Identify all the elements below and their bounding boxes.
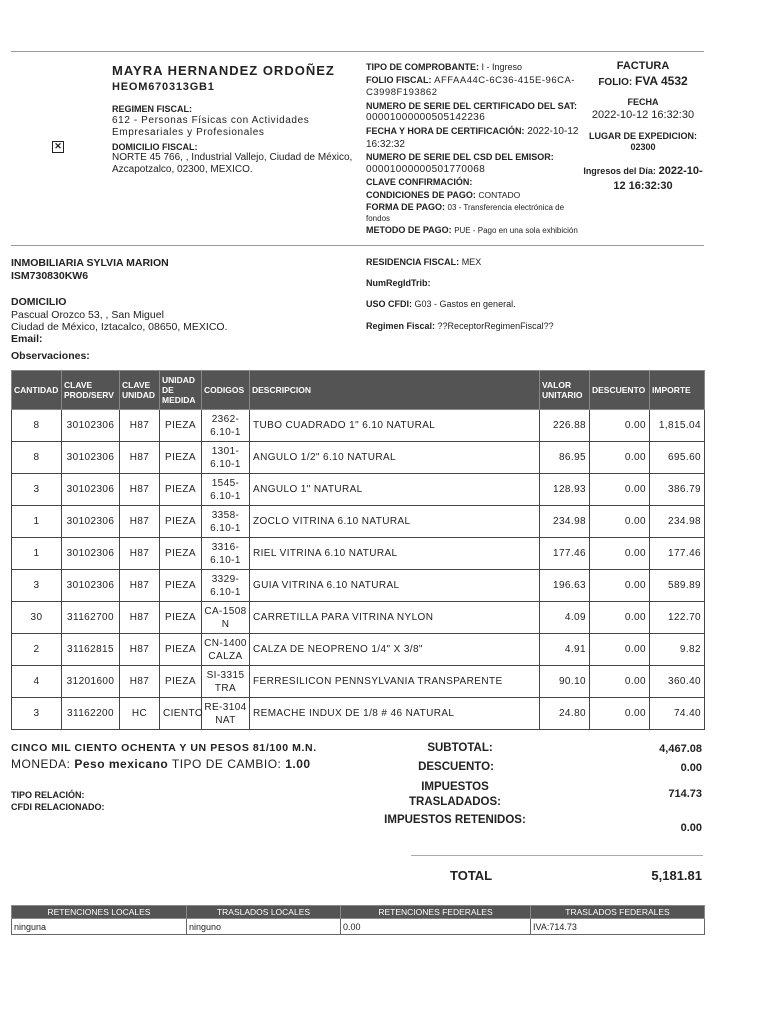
serie-sat-label: NUMERO DE SERIE DEL CERTIFICADO DEL SAT: <box>366 100 578 111</box>
ingresos-label: Ingresos del Día: <box>583 166 656 176</box>
item-clave-unidad: H87 <box>120 538 160 570</box>
serie-sat-value: 00001000000505142236 <box>366 112 486 124</box>
item-clave-prod: 30102306 <box>62 538 120 570</box>
item-valor-unitario: 86.95 <box>540 442 590 474</box>
item-row <box>12 570 705 602</box>
domicilio-label: DOMICILIO FISCAL: <box>112 142 198 152</box>
item-descuento: 0.00 <box>590 474 650 506</box>
item-descuento: 0.00 <box>590 442 650 474</box>
cfdi-relacionado-label: CFDI RELACIONADO: <box>11 802 105 812</box>
moneda-value: Peso mexicano <box>74 757 169 771</box>
item-row <box>12 666 705 698</box>
ingresos-value: 2022-10-12 16:32:30 <box>613 165 703 192</box>
metodo-value: PUE - Pago en una sola exhibición <box>454 225 578 235</box>
item-row <box>12 442 705 474</box>
item-clave-prod: 30102306 <box>62 570 120 602</box>
item-importe: 695.60 <box>650 442 705 474</box>
subtotal-label: SUBTOTAL: <box>427 742 493 754</box>
tipo-value: I - Ingreso <box>481 62 523 72</box>
item-codigo: 3329-6.10-1 <box>202 570 250 602</box>
item-valor-unitario: 226.88 <box>540 410 590 442</box>
retenciones-value-cell: IVA:714.73 <box>531 919 705 935</box>
trasladados-value: 714.73 <box>668 788 702 800</box>
item-cantidad: 3 <box>12 474 62 506</box>
issuer-name: MAYRA HERNANDEZ ORDOÑEZ <box>112 63 335 78</box>
item-row <box>12 602 705 634</box>
item-cantidad: 8 <box>12 410 62 442</box>
items-header-cell: UNIDAD DE MEDIDA <box>160 371 202 410</box>
regimen-value: 612 - Personas Físicas con Actividades Empresariales y Profesionales <box>112 115 310 138</box>
item-clave-unidad: H87 <box>120 410 160 442</box>
item-codigo: 3316-6.10-1 <box>202 538 250 570</box>
moneda-label: MONEDA: <box>11 757 71 771</box>
item-importe: 589.89 <box>650 570 705 602</box>
receiver-address-line2: Ciudad de México, Iztacalco, 08650, MEXICO. <box>11 321 228 333</box>
serie-csd-value: 00001000000501770068 <box>366 163 486 175</box>
item-cantidad: 2 <box>12 634 62 666</box>
item-unidad-medida: PIEZA <box>160 506 202 538</box>
item-clave-prod: 30102306 <box>62 442 120 474</box>
observaciones-label: Observaciones: <box>11 350 90 362</box>
item-row <box>12 538 705 570</box>
fecha-cert-value: 2022-10-12 16:32:32 <box>366 125 579 150</box>
item-codigo: CA-1508 N <box>202 602 250 634</box>
fecha-value: 2022-10-12 16:32:30 <box>591 109 695 121</box>
middle-divider <box>11 245 704 246</box>
item-row <box>12 506 705 538</box>
item-cantidad: 3 <box>12 698 62 730</box>
regimen-label: REGIMEN FISCAL: <box>112 104 192 114</box>
totals-divider <box>411 855 703 856</box>
item-unidad-medida: PIEZA <box>160 666 202 698</box>
serie-csd-label: NUMERO DE SERIE DEL CSD DEL EMISOR: <box>366 152 554 163</box>
receiver-name: INMOBILIARIA SYLVIA MARION <box>11 257 169 269</box>
item-valor-unitario: 177.46 <box>540 538 590 570</box>
item-clave-prod: 30102306 <box>62 474 120 506</box>
retenciones-header-cell: TRASLADOS LOCALES <box>187 906 341 919</box>
item-clave-unidad: H87 <box>120 442 160 474</box>
residencia-label: RESIDENCIA FISCAL: <box>366 257 460 267</box>
item-clave-prod: 30102306 <box>62 506 120 538</box>
folio-fiscal-label: FOLIO FISCAL: <box>366 74 432 85</box>
item-cantidad: 3 <box>12 570 62 602</box>
item-unidad-medida: PIEZA <box>160 442 202 474</box>
item-importe: 234.98 <box>650 506 705 538</box>
retenciones-header-row <box>12 906 705 919</box>
item-clave-prod: 31162815 <box>62 634 120 666</box>
item-clave-unidad: H87 <box>120 570 160 602</box>
item-importe: 122.70 <box>650 602 705 634</box>
items-header-cell: CANTIDAD <box>12 371 62 410</box>
lugar-label: LUGAR DE EXPEDICION: <box>588 131 697 141</box>
item-descripcion: ANGULO 1" NATURAL <box>250 474 540 506</box>
item-unidad-medida: PIEZA <box>160 634 202 666</box>
items-header-cell: DESCUENTO <box>590 371 650 410</box>
item-clave-unidad: H87 <box>120 474 160 506</box>
folio-value: FVA 4532 <box>634 74 688 88</box>
item-descuento: 0.00 <box>590 666 650 698</box>
retenciones-table <box>11 905 705 935</box>
item-unidad-medida: CIENTO <box>160 698 202 730</box>
issuer-rfc: HEOM670313GB1 <box>112 81 215 93</box>
broken-image-icon: ✕ <box>52 141 64 153</box>
item-descripcion: ANGULO 1/2" 6.10 NATURAL <box>250 442 540 474</box>
item-descripcion: FERRESILICON PENNSYLVANIA TRANSPARENTE <box>250 666 540 698</box>
item-importe: 386.79 <box>650 474 705 506</box>
issuer-details <box>112 104 362 176</box>
item-clave-prod: 31162200 <box>62 698 120 730</box>
item-cantidad: 8 <box>12 442 62 474</box>
item-row <box>12 474 705 506</box>
condiciones-value: CONTADO <box>478 189 521 200</box>
uso-value: G03 - Gastos en general. <box>414 299 516 309</box>
fecha-label: FECHA <box>627 97 659 107</box>
item-codigo: 1545-6.10-1 <box>202 474 250 506</box>
metodo-label: METODO DE PAGO: <box>366 224 452 235</box>
item-codigo: 2362-6.10-1 <box>202 410 250 442</box>
receiver-regimen-label: Regimen Fiscal: <box>366 321 436 331</box>
items-header-cell: CLAVE UNIDAD <box>120 371 160 410</box>
item-descripcion: REMACHE INDUX DE 1/8 # 46 NATURAL <box>250 698 540 730</box>
item-descripcion: CARRETILLA PARA VITRINA NYLON <box>250 602 540 634</box>
item-valor-unitario: 128.93 <box>540 474 590 506</box>
item-cantidad: 1 <box>12 506 62 538</box>
forma-label: FORMA DE PAGO: <box>366 201 445 212</box>
clave-conf-label: CLAVE CONFIRMACIÓN: <box>366 177 473 188</box>
items-header-row <box>12 371 705 410</box>
item-cantidad: 4 <box>12 666 62 698</box>
item-codigo: CN-1400 CALZA <box>202 634 250 666</box>
moneda-line <box>11 757 311 771</box>
item-codigo: 3358-6.10-1 <box>202 506 250 538</box>
comprobante-details <box>366 61 580 237</box>
tipo-cambio-label: TIPO DE CAMBIO: <box>171 757 282 771</box>
uso-label: USO CFDI: <box>366 299 412 309</box>
items-table <box>11 370 705 730</box>
receiver-block <box>11 257 351 362</box>
retenciones-header-cell: RETENCIONES LOCALES <box>12 906 187 919</box>
items-header-cell: CODIGOS <box>202 371 250 410</box>
top-divider <box>11 51 704 52</box>
item-importe: 177.46 <box>650 538 705 570</box>
retenidos-label: IMPUESTOS RETENIDOS: <box>384 814 526 826</box>
retenciones-header-cell: TRASLADOS FEDERALES <box>531 906 705 919</box>
descuento-value: 0.00 <box>680 762 702 774</box>
receiver-regimen-value: ??ReceptorRegimenFiscal?? <box>437 321 554 331</box>
item-descuento: 0.00 <box>590 538 650 570</box>
item-descuento: 0.00 <box>590 602 650 634</box>
trasladados-label: IMPUESTOS TRASLADADOS: <box>409 781 501 808</box>
item-descuento: 0.00 <box>590 634 650 666</box>
factura-block <box>580 60 706 194</box>
item-valor-unitario: 4.09 <box>540 602 590 634</box>
item-valor-unitario: 234.98 <box>540 506 590 538</box>
folio-label: FOLIO: <box>598 77 633 88</box>
retenciones-header-cell: RETENCIONES FEDERALES <box>341 906 531 919</box>
factura-title: FACTURA <box>616 60 670 72</box>
receiver-address-line1: Pascual Orozco 53, , San Miguel <box>11 309 164 321</box>
item-clave-prod: 30102306 <box>62 410 120 442</box>
item-unidad-medida: PIEZA <box>160 602 202 634</box>
item-valor-unitario: 90.10 <box>540 666 590 698</box>
item-importe: 1,815.04 <box>650 410 705 442</box>
folio-fiscal-value: AFFAA44C-6C36-415E-96CA-C3998F193862 <box>366 74 575 99</box>
condiciones-label: CONDICIONES DE PAGO: <box>366 189 476 200</box>
item-unidad-medida: PIEZA <box>160 474 202 506</box>
item-importe: 360.40 <box>650 666 705 698</box>
items-header-cell: IMPORTE <box>650 371 705 410</box>
item-descripcion: CALZA DE NEOPRENO 1/4" X 3/8" <box>250 634 540 666</box>
item-clave-prod: 31162700 <box>62 602 120 634</box>
receiver-fiscal-block <box>366 257 696 331</box>
item-descripcion: RIEL VITRINA 6.10 NATURAL <box>250 538 540 570</box>
items-header-cell: VALOR UNITARIO <box>540 371 590 410</box>
amount-words: CINCO MIL CIENTO OCHENTA Y UN PESOS 81/100 M.N. <box>11 742 317 754</box>
retenidos-value: 0.00 <box>680 822 702 834</box>
item-clave-prod: 31201600 <box>62 666 120 698</box>
item-row <box>12 698 705 730</box>
item-unidad-medida: PIEZA <box>160 570 202 602</box>
item-descripcion: ZOCLO VITRINA 6.10 NATURAL <box>250 506 540 538</box>
item-codigo: SI-3315 TRA <box>202 666 250 698</box>
item-clave-unidad: HC <box>120 698 160 730</box>
item-descuento: 0.00 <box>590 506 650 538</box>
item-row <box>12 634 705 666</box>
item-valor-unitario: 4.91 <box>540 634 590 666</box>
retenciones-value-cell: ninguna <box>12 919 187 935</box>
item-cantidad: 1 <box>12 538 62 570</box>
item-descuento: 0.00 <box>590 570 650 602</box>
item-descuento: 0.00 <box>590 698 650 730</box>
total-value: 5,181.81 <box>651 868 702 883</box>
fecha-cert-label: FECHA Y HORA DE CERTIFICACIÓN: <box>366 125 525 136</box>
lugar-value: 02300 <box>630 142 656 152</box>
item-clave-unidad: H87 <box>120 666 160 698</box>
item-importe: 74.40 <box>650 698 705 730</box>
subtotal-value: 4,467.08 <box>659 743 702 755</box>
items-header-cell: CLAVE PROD/SERV <box>62 371 120 410</box>
descuento-label: DESCUENTO: <box>418 761 494 773</box>
tipo-label: TIPO DE COMPROBANTE: <box>366 62 480 72</box>
item-clave-unidad: H87 <box>120 506 160 538</box>
item-valor-unitario: 24.80 <box>540 698 590 730</box>
retenciones-value-row <box>12 919 705 935</box>
item-clave-unidad: H87 <box>120 634 160 666</box>
total-label: TOTAL <box>450 868 493 883</box>
item-valor-unitario: 196.63 <box>540 570 590 602</box>
item-descuento: 0.00 <box>590 410 650 442</box>
item-codigo: RE-3104 NAT <box>202 698 250 730</box>
item-clave-unidad: H87 <box>120 602 160 634</box>
items-header-cell: DESCRIPCION <box>250 371 540 410</box>
residencia-value: MEX <box>461 257 482 267</box>
tipo-relacion-label: TIPO RELACIÓN: <box>11 790 85 800</box>
item-unidad-medida: PIEZA <box>160 410 202 442</box>
item-importe: 9.82 <box>650 634 705 666</box>
item-descripcion: TUBO CUADRADO 1" 6.10 NATURAL <box>250 410 540 442</box>
domicilio-value: NORTE 45 766, , Industrial Vallejo, Ciudad de México, Azcapotzalco, 02300, MEXICO. <box>112 152 353 175</box>
receiver-domicilio-label: DOMICILIO <box>11 296 67 308</box>
retenciones-value-cell: ninguno <box>187 919 341 935</box>
item-descripcion: GUIA VITRINA 6.10 NATURAL <box>250 570 540 602</box>
item-codigo: 1301-6.10-1 <box>202 442 250 474</box>
receiver-email-label: Email: <box>11 333 43 345</box>
item-row <box>12 410 705 442</box>
numreg-label: NumRegIdTrib: <box>366 278 431 288</box>
receiver-rfc: ISM730830KW6 <box>11 270 89 282</box>
tipo-cambio-value: 1.00 <box>285 757 311 771</box>
item-cantidad: 30 <box>12 602 62 634</box>
forma-value: 03 - Transferencia electrónica de fondos <box>366 202 565 223</box>
retenciones-value-cell: 0.00 <box>341 919 531 935</box>
item-unidad-medida: PIEZA <box>160 538 202 570</box>
